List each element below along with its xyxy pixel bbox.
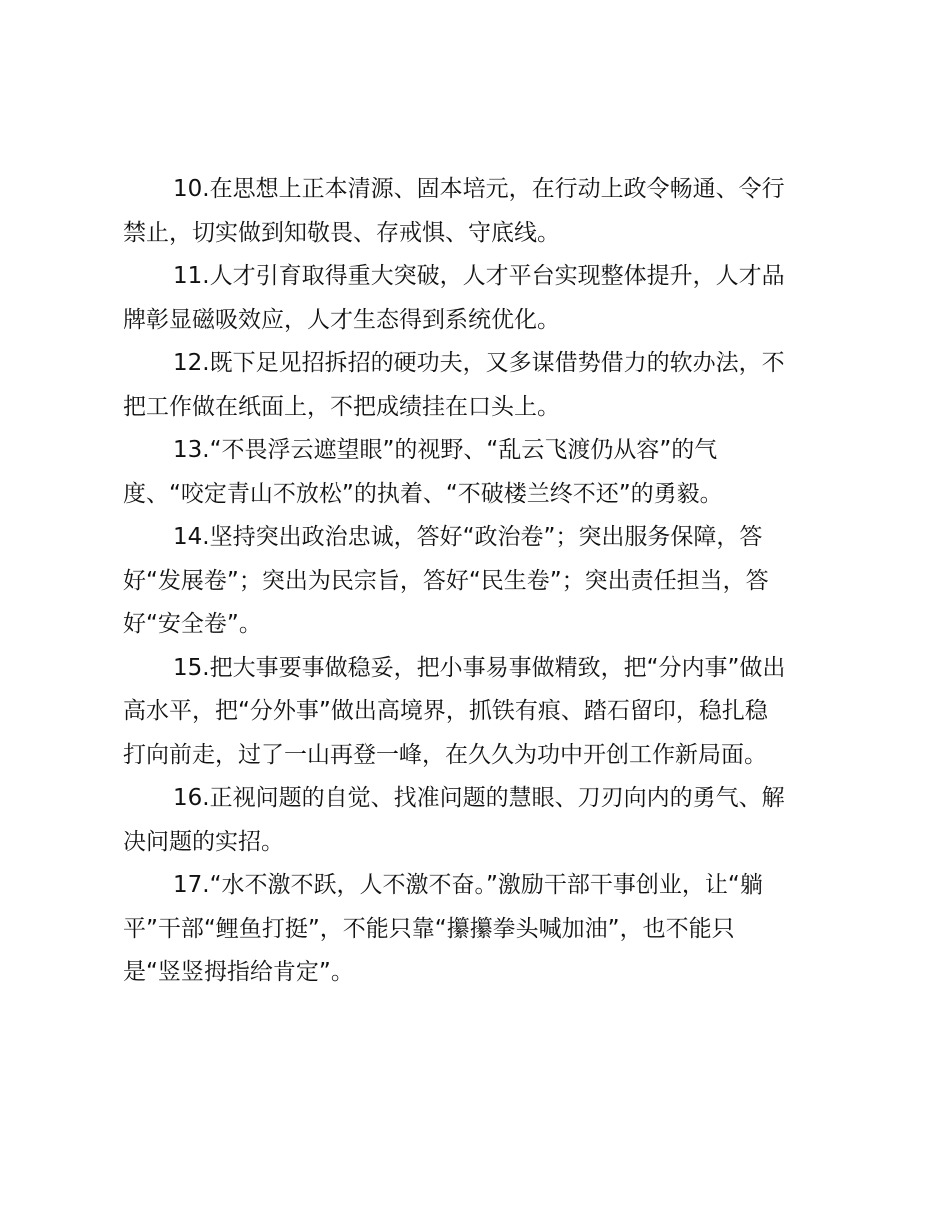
paragraph-line: 好“发展卷”；突出为民宗旨，答好“民生卷”；突出责任担当，答 xyxy=(123,567,769,594)
paragraph-11 xyxy=(123,255,838,342)
paragraph-line: 16.正视问题的自觉、找准问题的慧眼、刀刃向内的勇气、解 xyxy=(173,785,785,811)
paragraph-12 xyxy=(123,342,838,429)
paragraph-line: 把工作做在纸面上，不把成绩挂在口头上。 xyxy=(123,393,560,420)
paragraph-15 xyxy=(123,647,838,778)
paragraph-16 xyxy=(123,777,838,864)
paragraph-line: 是“竖竖拇指给肯定”。 xyxy=(123,959,354,985)
paragraph-line: 牌彰显磁吸效应，人才生态得到系统优化。 xyxy=(123,306,560,333)
paragraph-line: 决问题的实招。 xyxy=(123,828,284,855)
paragraph-line: 打向前走，过了一山再登一峰，在久久为功中开创工作新局面。 xyxy=(123,741,767,768)
paragraph-line: 14.坚持突出政治忠诚，答好“政治卷”；突出服务保障，答 xyxy=(173,524,763,550)
document-body xyxy=(123,168,838,995)
paragraph-line: 高水平，把“分外事”做出高境界，抓铁有痕、踏石留印，稳扎稳 xyxy=(123,698,768,724)
paragraph-line: 度、“咬定青山不放松”的执着、“不破楼兰终不还”的勇毅。 xyxy=(123,480,723,507)
paragraph-line: 10.在思想上正本清源、固本培元，在行动上政令畅通、令行 xyxy=(173,176,785,202)
paragraph-line: 平”干部“鲤鱼打挺”，不能只靠“攥攥拳头喊加油”，也不能只 xyxy=(123,915,735,942)
paragraph-line: 15.把大事要事做稳妥，把小事易事做精致，把“分内事”做出 xyxy=(173,654,786,681)
paragraph-17 xyxy=(123,864,838,995)
paragraph-line: 12.既下足见招拆招的硬功夫，又多谋借势借力的软办法，不 xyxy=(173,350,785,376)
paragraph-line: 13.“不畏浮云遮望眼”的视野、“乱云飞渡仍从容”的气 xyxy=(173,437,718,463)
paragraph-line: 17.“水不激不跃，人不激不奋。”激励干部干事创业，让“躺 xyxy=(173,872,763,898)
paragraph-14 xyxy=(123,516,838,647)
paragraph-line: 好“安全卷”。 xyxy=(123,611,262,637)
paragraph-line: 11.人才引育取得重大突破，人才平台实现整体提升，人才品 xyxy=(173,263,785,289)
paragraph-13 xyxy=(123,429,838,516)
paragraph-line: 禁止，切实做到知敬畏、存戒惧、守底线。 xyxy=(123,219,560,246)
paragraph-10 xyxy=(123,168,838,255)
